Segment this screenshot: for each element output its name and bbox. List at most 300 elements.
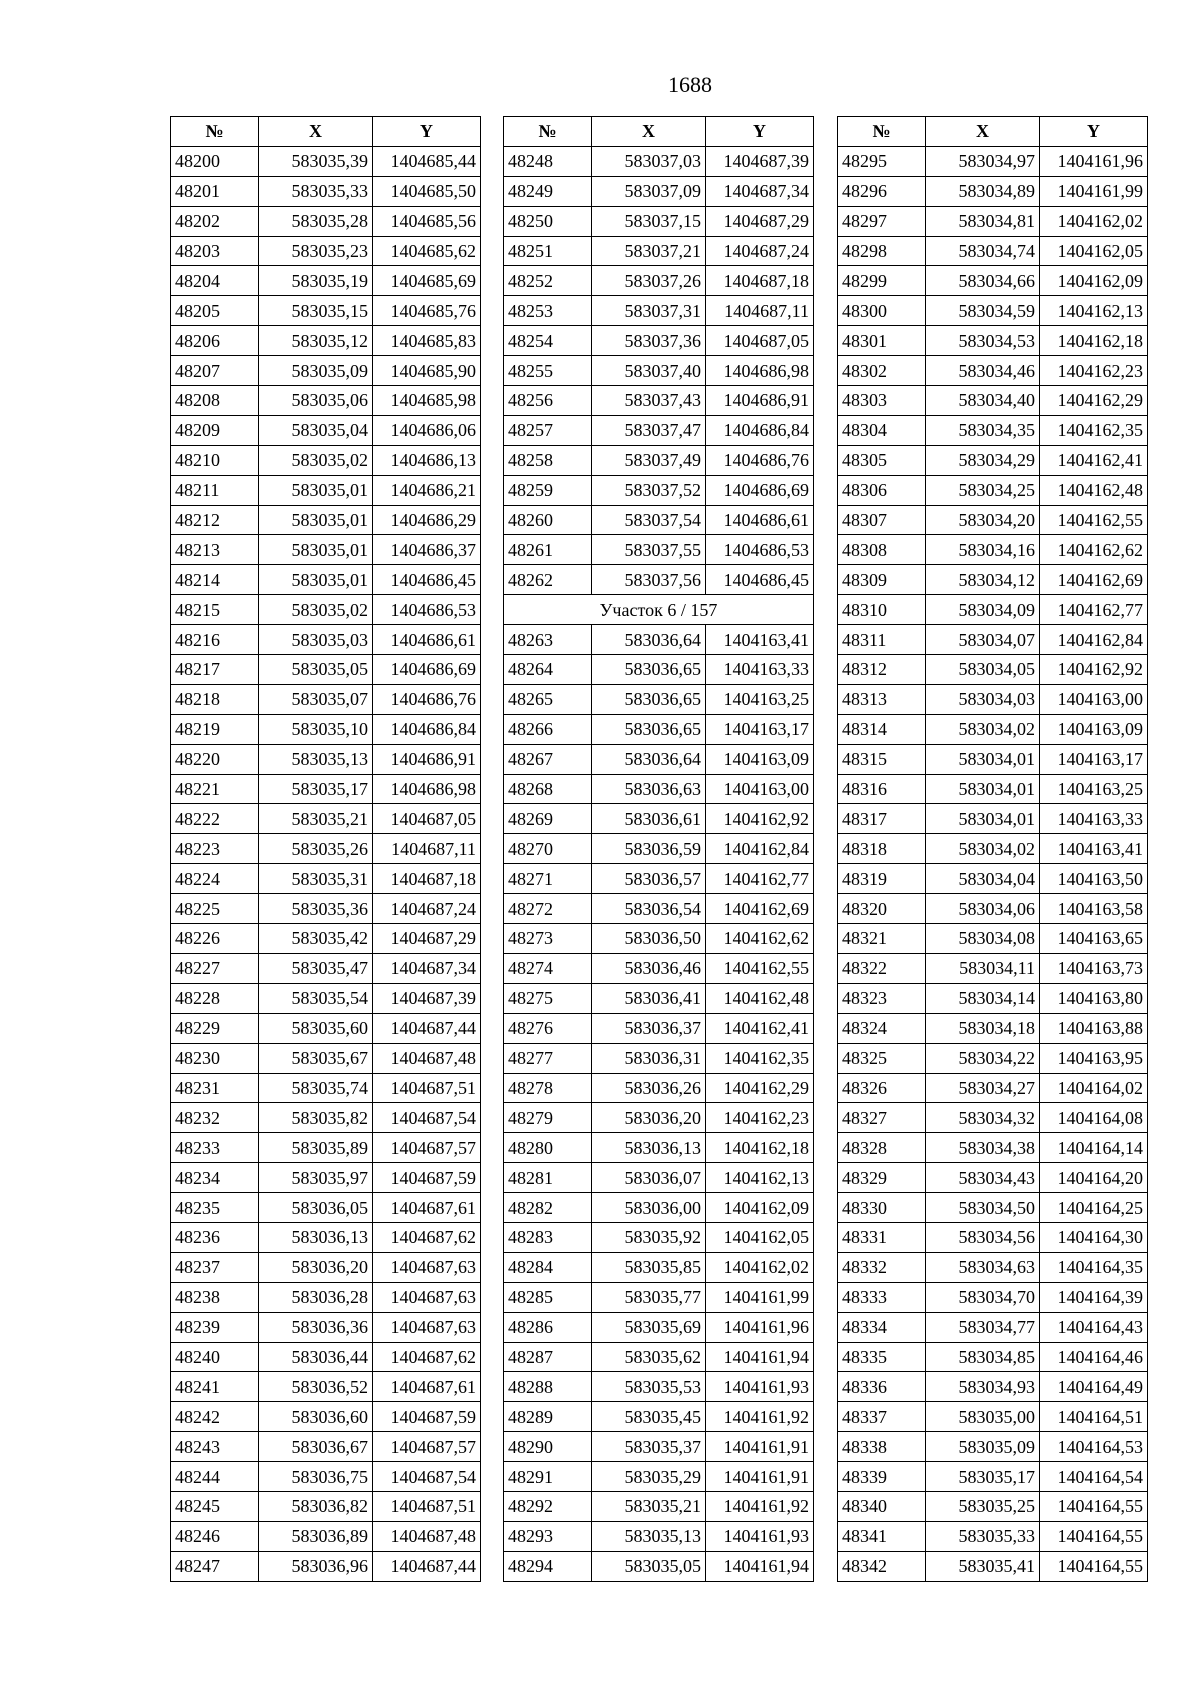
y-coordinate: 1404686,98 [373,774,481,804]
x-coordinate: 583035,37 [592,1432,706,1462]
table-row [171,1043,481,1073]
x-coordinate: 583035,97 [259,1163,373,1193]
x-coordinate: 583036,82 [259,1491,373,1521]
x-coordinate: 583036,52 [259,1372,373,1402]
x-coordinate: 583035,42 [259,924,373,954]
y-coordinate: 1404162,41 [706,1013,814,1043]
point-number: 48247 [171,1551,259,1581]
table-row [838,146,1148,176]
x-coordinate: 583036,65 [592,684,706,714]
table-row [171,266,481,296]
x-coordinate: 583036,67 [259,1432,373,1462]
y-coordinate: 1404162,02 [706,1252,814,1282]
point-number: 48341 [838,1521,926,1551]
y-coordinate: 1404162,62 [1040,535,1148,565]
x-coordinate: 583035,36 [259,894,373,924]
table-header-row [838,117,1148,147]
y-coordinate: 1404164,14 [1040,1133,1148,1163]
x-coordinate: 583037,21 [592,236,706,266]
x-coordinate: 583034,20 [926,505,1040,535]
x-coordinate: 583035,45 [592,1402,706,1432]
y-coordinate: 1404687,11 [373,834,481,864]
x-coordinate: 583034,93 [926,1372,1040,1402]
y-coordinate: 1404686,06 [373,415,481,445]
x-coordinate: 583035,10 [259,714,373,744]
table-row [838,625,1148,655]
table-row [838,953,1148,983]
x-coordinate: 583035,15 [259,296,373,326]
y-coordinate: 1404687,59 [373,1163,481,1193]
y-coordinate: 1404687,62 [373,1342,481,1372]
y-coordinate: 1404686,61 [373,625,481,655]
point-number: 48206 [171,326,259,356]
point-number: 48288 [504,1372,592,1402]
y-coordinate: 1404163,25 [1040,774,1148,804]
point-number: 48325 [838,1043,926,1073]
y-coordinate: 1404162,48 [706,983,814,1013]
x-coordinate: 583034,81 [926,206,1040,236]
point-number: 48284 [504,1252,592,1282]
y-coordinate: 1404164,49 [1040,1372,1148,1402]
table-row [171,386,481,416]
x-coordinate: 583036,59 [592,834,706,864]
x-coordinate: 583034,35 [926,415,1040,445]
y-coordinate: 1404163,17 [1040,744,1148,774]
y-coordinate: 1404686,91 [373,744,481,774]
x-coordinate: 583034,25 [926,475,1040,505]
x-coordinate: 583036,46 [592,953,706,983]
x-coordinate: 583035,28 [259,206,373,236]
x-coordinate: 583034,09 [926,595,1040,625]
point-number: 48209 [171,415,259,445]
coordinates-table-1 [170,116,481,1582]
point-number: 48211 [171,475,259,505]
point-number: 48342 [838,1551,926,1581]
table-row [171,1133,481,1163]
table-row [838,1402,1148,1432]
x-coordinate: 583036,65 [592,714,706,744]
point-number: 48301 [838,326,926,356]
point-number: 48295 [838,146,926,176]
y-coordinate: 1404687,54 [373,1103,481,1133]
y-coordinate: 1404163,09 [1040,714,1148,744]
point-number: 48336 [838,1372,926,1402]
y-coordinate: 1404687,11 [706,296,814,326]
point-number: 48264 [504,655,592,685]
table-row [504,1133,814,1163]
y-coordinate: 1404687,57 [373,1133,481,1163]
y-coordinate: 1404686,45 [706,565,814,595]
point-number: 48274 [504,953,592,983]
table-row [838,176,1148,206]
y-coordinate: 1404162,29 [1040,386,1148,416]
x-coordinate: 583036,63 [592,774,706,804]
x-coordinate: 583036,65 [592,655,706,685]
x-coordinate: 583035,02 [259,445,373,475]
y-coordinate: 1404685,90 [373,356,481,386]
y-coordinate: 1404164,51 [1040,1402,1148,1432]
x-coordinate: 583035,04 [259,415,373,445]
table-row [838,1432,1148,1462]
point-number: 48310 [838,595,926,625]
x-coordinate: 583035,01 [259,565,373,595]
x-coordinate: 583034,04 [926,864,1040,894]
table-row [838,1491,1148,1521]
x-coordinate: 583035,62 [592,1342,706,1372]
y-coordinate: 1404687,51 [373,1491,481,1521]
table-row [171,625,481,655]
point-number: 48234 [171,1163,259,1193]
table-row [171,804,481,834]
x-coordinate: 583036,31 [592,1043,706,1073]
point-number: 48233 [171,1133,259,1163]
y-coordinate: 1404162,77 [706,864,814,894]
y-coordinate: 1404162,05 [706,1222,814,1252]
y-coordinate: 1404161,96 [706,1312,814,1342]
x-coordinate: 583034,97 [926,146,1040,176]
point-number: 48277 [504,1043,592,1073]
y-coordinate: 1404687,29 [706,206,814,236]
point-number: 48326 [838,1073,926,1103]
x-coordinate: 583035,17 [259,774,373,804]
x-coordinate: 583037,43 [592,386,706,416]
point-number: 48205 [171,296,259,326]
y-coordinate: 1404686,84 [373,714,481,744]
y-coordinate: 1404687,63 [373,1282,481,1312]
point-number: 48261 [504,535,592,565]
y-coordinate: 1404164,46 [1040,1342,1148,1372]
y-coordinate: 1404162,62 [706,924,814,954]
table-row [838,1312,1148,1342]
table-row [171,953,481,983]
point-number: 48311 [838,625,926,655]
x-coordinate: 583036,07 [592,1163,706,1193]
x-coordinate: 583034,02 [926,834,1040,864]
y-coordinate: 1404163,95 [1040,1043,1148,1073]
section-label: Участок 6 / 157 [504,595,814,625]
point-number: 48335 [838,1342,926,1372]
table-row [171,1222,481,1252]
y-coordinate: 1404163,41 [1040,834,1148,864]
y-coordinate: 1404163,17 [706,714,814,744]
x-coordinate: 583034,66 [926,266,1040,296]
coordinates-table-2 [503,116,814,1582]
x-coordinate: 583036,64 [592,625,706,655]
y-coordinate: 1404162,84 [706,834,814,864]
point-number: 48216 [171,625,259,655]
point-number: 48272 [504,894,592,924]
table-row [838,1043,1148,1073]
table-row [171,1462,481,1492]
table-row [838,1103,1148,1133]
x-coordinate: 583037,36 [592,326,706,356]
y-coordinate: 1404686,21 [373,475,481,505]
header-x: X [926,117,1040,147]
header-number: № [838,117,926,147]
x-coordinate: 583037,47 [592,415,706,445]
y-coordinate: 1404161,91 [706,1432,814,1462]
point-number: 48322 [838,953,926,983]
x-coordinate: 583036,05 [259,1193,373,1223]
y-coordinate: 1404162,35 [1040,415,1148,445]
point-number: 48271 [504,864,592,894]
point-number: 48309 [838,565,926,595]
x-coordinate: 583035,41 [926,1551,1040,1581]
point-number: 48287 [504,1342,592,1372]
point-number: 48273 [504,924,592,954]
x-coordinate: 583034,38 [926,1133,1040,1163]
y-coordinate: 1404163,41 [706,625,814,655]
point-number: 48241 [171,1372,259,1402]
table-row [171,475,481,505]
point-number: 48315 [838,744,926,774]
x-coordinate: 583037,56 [592,565,706,595]
point-number: 48307 [838,505,926,535]
x-coordinate: 583035,54 [259,983,373,1013]
y-coordinate: 1404162,18 [1040,326,1148,356]
x-coordinate: 583034,18 [926,1013,1040,1043]
table-row [838,415,1148,445]
table-row [171,744,481,774]
point-number: 48259 [504,475,592,505]
point-number: 48276 [504,1013,592,1043]
point-number: 48218 [171,684,259,714]
y-coordinate: 1404162,05 [1040,236,1148,266]
table-row [171,1013,481,1043]
table-row [171,1163,481,1193]
table-row [171,505,481,535]
table-row [504,1103,814,1133]
x-coordinate: 583035,26 [259,834,373,864]
point-number: 48331 [838,1222,926,1252]
table-row [838,1521,1148,1551]
table-row [504,176,814,206]
x-coordinate: 583035,33 [926,1521,1040,1551]
table-row [504,386,814,416]
x-coordinate: 583037,54 [592,505,706,535]
table-row [504,1402,814,1432]
table-row [838,1163,1148,1193]
y-coordinate: 1404162,55 [1040,505,1148,535]
y-coordinate: 1404161,93 [706,1372,814,1402]
table-row [171,684,481,714]
x-coordinate: 583035,12 [259,326,373,356]
point-number: 48254 [504,326,592,356]
x-coordinate: 583037,03 [592,146,706,176]
x-coordinate: 583035,03 [259,625,373,655]
x-coordinate: 583034,12 [926,565,1040,595]
table-row [504,326,814,356]
x-coordinate: 583035,00 [926,1402,1040,1432]
point-number: 48200 [171,146,259,176]
x-coordinate: 583035,29 [592,1462,706,1492]
y-coordinate: 1404687,61 [373,1193,481,1223]
point-number: 48312 [838,655,926,685]
x-coordinate: 583035,74 [259,1073,373,1103]
y-coordinate: 1404162,77 [1040,595,1148,625]
y-coordinate: 1404685,50 [373,176,481,206]
y-coordinate: 1404164,55 [1040,1521,1148,1551]
point-number: 48269 [504,804,592,834]
point-number: 48298 [838,236,926,266]
point-number: 48249 [504,176,592,206]
x-coordinate: 583035,02 [259,595,373,625]
point-number: 48253 [504,296,592,326]
point-number: 48289 [504,1402,592,1432]
y-coordinate: 1404687,39 [706,146,814,176]
table-row [171,445,481,475]
x-coordinate: 583035,85 [592,1252,706,1282]
y-coordinate: 1404163,65 [1040,924,1148,954]
point-number: 48340 [838,1491,926,1521]
x-coordinate: 583035,89 [259,1133,373,1163]
x-coordinate: 583034,77 [926,1312,1040,1342]
point-number: 48299 [838,266,926,296]
y-coordinate: 1404163,73 [1040,953,1148,983]
point-number: 48232 [171,1103,259,1133]
point-number: 48255 [504,356,592,386]
y-coordinate: 1404687,63 [373,1312,481,1342]
point-number: 48246 [171,1521,259,1551]
point-number: 48242 [171,1402,259,1432]
x-coordinate: 583035,60 [259,1013,373,1043]
x-coordinate: 583036,20 [259,1252,373,1282]
y-coordinate: 1404162,09 [706,1193,814,1223]
y-coordinate: 1404164,39 [1040,1282,1148,1312]
y-coordinate: 1404162,23 [706,1103,814,1133]
x-coordinate: 583034,08 [926,924,1040,954]
point-number: 48280 [504,1133,592,1163]
point-number: 48257 [504,415,592,445]
table-row [838,386,1148,416]
x-coordinate: 583035,13 [259,744,373,774]
point-number: 48258 [504,445,592,475]
y-coordinate: 1404686,13 [373,445,481,475]
point-number: 48286 [504,1312,592,1342]
y-coordinate: 1404687,18 [706,266,814,296]
point-number: 48319 [838,864,926,894]
point-number: 48260 [504,505,592,535]
x-coordinate: 583035,23 [259,236,373,266]
y-coordinate: 1404686,53 [373,595,481,625]
table-row [504,1043,814,1073]
x-coordinate: 583035,01 [259,475,373,505]
y-coordinate: 1404162,48 [1040,475,1148,505]
table-row [838,1222,1148,1252]
table-row [838,924,1148,954]
point-number: 48235 [171,1193,259,1223]
y-coordinate: 1404161,94 [706,1551,814,1581]
point-number: 48334 [838,1312,926,1342]
point-number: 48323 [838,983,926,1013]
x-coordinate: 583036,41 [592,983,706,1013]
x-coordinate: 583036,60 [259,1402,373,1432]
y-coordinate: 1404686,69 [373,655,481,685]
y-coordinate: 1404687,24 [706,236,814,266]
table-row [171,774,481,804]
point-number: 48292 [504,1491,592,1521]
y-coordinate: 1404687,05 [373,804,481,834]
table-row [838,595,1148,625]
table-row [171,924,481,954]
table-row [171,1342,481,1372]
point-number: 48266 [504,714,592,744]
table-row [504,1432,814,1462]
table-row [504,804,814,834]
y-coordinate: 1404162,29 [706,1073,814,1103]
table-row [171,1312,481,1342]
y-coordinate: 1404161,92 [706,1491,814,1521]
y-coordinate: 1404686,37 [373,535,481,565]
point-number: 48202 [171,206,259,236]
x-coordinate: 583036,61 [592,804,706,834]
x-coordinate: 583037,55 [592,535,706,565]
table-row [504,356,814,386]
point-number: 48338 [838,1432,926,1462]
y-coordinate: 1404686,76 [706,445,814,475]
y-coordinate: 1404686,45 [373,565,481,595]
x-coordinate: 583035,67 [259,1043,373,1073]
x-coordinate: 583034,11 [926,953,1040,983]
table-row [171,206,481,236]
point-number: 48275 [504,983,592,1013]
x-coordinate: 583035,09 [926,1432,1040,1462]
y-coordinate: 1404163,00 [1040,684,1148,714]
y-coordinate: 1404164,53 [1040,1432,1148,1462]
point-number: 48297 [838,206,926,236]
x-coordinate: 583037,40 [592,356,706,386]
y-coordinate: 1404686,76 [373,684,481,714]
y-coordinate: 1404687,61 [373,1372,481,1402]
x-coordinate: 583034,14 [926,983,1040,1013]
point-number: 48306 [838,475,926,505]
x-coordinate: 583034,70 [926,1282,1040,1312]
point-number: 48300 [838,296,926,326]
x-coordinate: 583034,07 [926,625,1040,655]
table-row [504,655,814,685]
table-row [171,1491,481,1521]
point-number: 48219 [171,714,259,744]
point-number: 48239 [171,1312,259,1342]
y-coordinate: 1404687,54 [373,1462,481,1492]
y-coordinate: 1404687,62 [373,1222,481,1252]
point-number: 48279 [504,1103,592,1133]
point-number: 48231 [171,1073,259,1103]
table-row [838,535,1148,565]
table-row [838,1073,1148,1103]
y-coordinate: 1404687,34 [373,953,481,983]
table-row [838,565,1148,595]
table-row [504,1551,814,1581]
table-row [171,1551,481,1581]
table-row [504,445,814,475]
y-coordinate: 1404687,59 [373,1402,481,1432]
table-header-row [504,117,814,147]
table-row [838,266,1148,296]
point-number: 48328 [838,1133,926,1163]
header-x: X [259,117,373,147]
point-number: 48220 [171,744,259,774]
table-row [171,1282,481,1312]
table-row [171,176,481,206]
point-number: 48305 [838,445,926,475]
section-header-row [504,595,814,625]
point-number: 48327 [838,1103,926,1133]
table-row [171,146,481,176]
x-coordinate: 583036,28 [259,1282,373,1312]
y-coordinate: 1404162,84 [1040,625,1148,655]
y-coordinate: 1404164,43 [1040,1312,1148,1342]
